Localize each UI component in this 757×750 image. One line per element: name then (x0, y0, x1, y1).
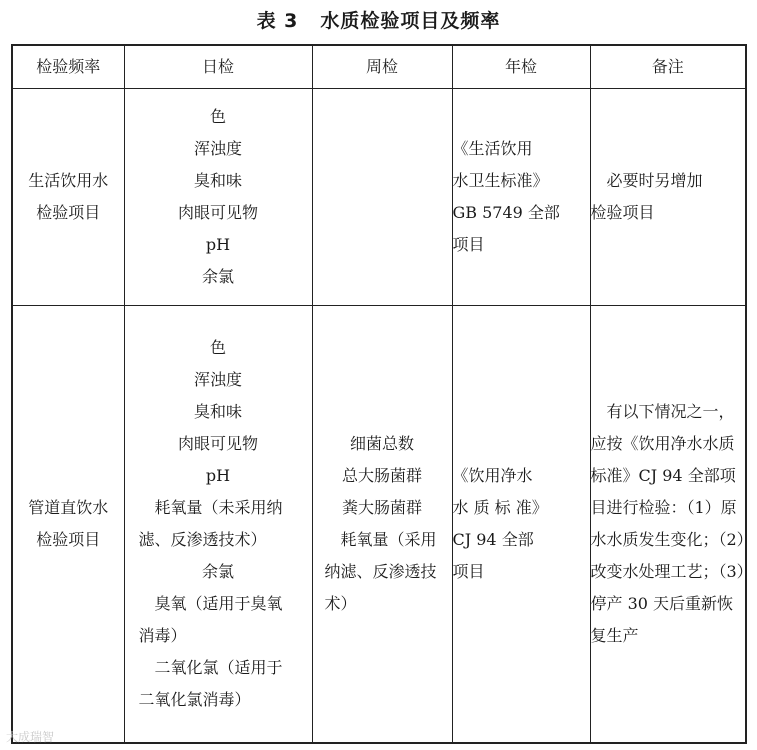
daily-item: 二氧化氯（适用于二氧化氯消毒） (138, 658, 283, 709)
annual-line: 《饮用净水 (452, 466, 533, 485)
daily-item: 浑浊度 (193, 370, 242, 389)
remarks-line: 检验项目 (590, 203, 655, 222)
table-row (12, 306, 746, 744)
daily-item: 余氯 (201, 562, 234, 581)
annual-cell (452, 89, 590, 306)
annual-line: 水卫生标准》 (452, 171, 549, 190)
weekly-cell (312, 306, 452, 744)
header-remarks: 备注 (590, 45, 746, 89)
inspection-table (11, 44, 747, 744)
daily-cell (124, 89, 312, 306)
daily-item: 臭氧（适用于臭氧消毒） (138, 594, 283, 645)
annual-line: 水 质 标 准》 (452, 498, 548, 517)
daily-item: 色 (209, 107, 226, 126)
annual-line: CJ 94 全部 (452, 530, 534, 549)
remarks-cell: 有以下情况之一，应按《饮用净水水质标准》CJ 94 全部项目进行检验：（1）原水水质发生变化；（2）改变水处理工艺；（3）停产 30 天后重新恢复生产 (590, 306, 746, 744)
category-cell (12, 306, 124, 744)
daily-item: 肉眼可见物 (177, 203, 258, 222)
header-weekly: 周检 (312, 45, 452, 89)
weekly-item: 粪大肠菌群 (341, 498, 422, 517)
annual-line: GB 5749 全部 (452, 203, 560, 222)
daily-item: 余氯 (201, 267, 234, 286)
daily-item: pH (205, 235, 231, 254)
category-line: 检验项目 (36, 530, 101, 549)
category-line: 生活饮用水 (28, 171, 109, 190)
table-row (12, 89, 746, 306)
table-number: 表 3 (256, 10, 299, 32)
remarks-cell (590, 89, 746, 306)
category-line: 检验项目 (36, 203, 101, 222)
weekly-cell (312, 89, 452, 306)
table-title (0, 6, 757, 33)
remarks-line: 必要时另增加 (606, 171, 703, 190)
category-line: 管道直饮水 (28, 498, 109, 517)
weekly-item: 细菌总数 (349, 434, 414, 453)
annual-line: 项目 (452, 562, 485, 581)
header-daily: 日检 (124, 45, 312, 89)
daily-item: 耗氧量（未采用纳滤、反渗透技术） (138, 498, 283, 549)
daily-item: 臭和味 (193, 402, 242, 421)
annual-line: 《生活饮用 (452, 139, 533, 158)
weekly-item: 总大肠菌群 (341, 466, 422, 485)
category-cell (12, 89, 124, 306)
annual-line: 项目 (452, 235, 485, 254)
daily-item: 肉眼可见物 (177, 434, 258, 453)
daily-item: 浑浊度 (193, 139, 242, 158)
daily-item: 色 (209, 338, 226, 357)
watermark: 大成瑞智 (6, 730, 55, 744)
header-frequency: 检验频率 (12, 45, 124, 89)
annual-cell (452, 306, 590, 744)
daily-cell (124, 306, 312, 744)
daily-item: 臭和味 (193, 171, 242, 190)
header-annual: 年检 (452, 45, 590, 89)
weekly-item: 耗氧量（采用纳滤、反渗透技术） (324, 530, 437, 613)
daily-item: pH (205, 466, 231, 485)
header-row (12, 45, 746, 89)
table-title-text: 水质检验项目及频率 (320, 10, 501, 32)
